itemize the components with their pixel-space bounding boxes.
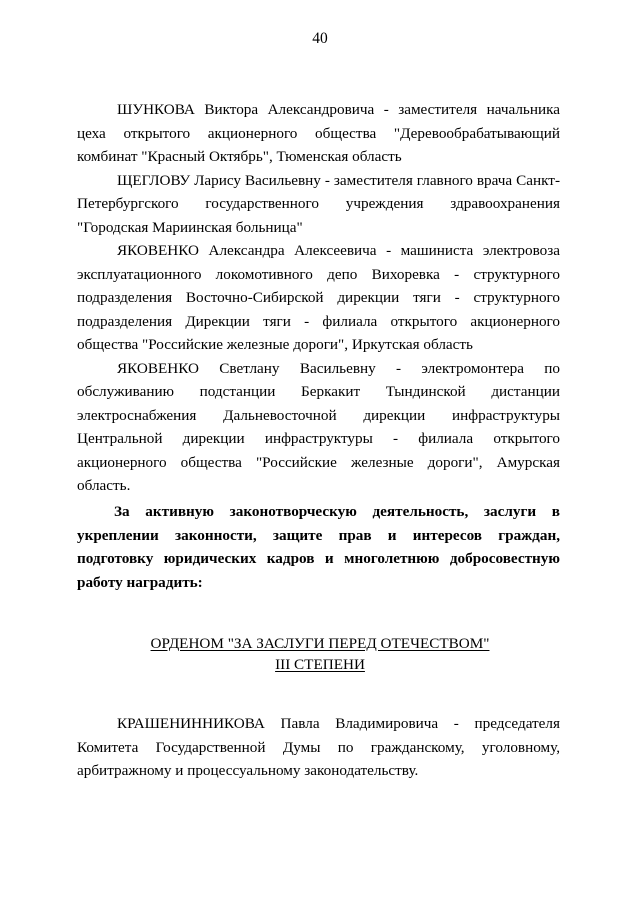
page-number: 40 — [312, 30, 328, 47]
entry-shcheglova: ЩЕГЛОВУ Ларису Васильевну - заместителя главного врача Санкт-Петербургского государственного учреждения здравоохранения "Городская Мариинская больница" — [77, 171, 560, 236]
award-entries — [77, 98, 560, 498]
order-title — [0, 633, 640, 675]
recipient-block — [77, 712, 560, 783]
award-intro-text: За активную законотворческую деятельность, заслуги в укреплении законности, защите прав и интересов граждан, подготовку юридических кадров и многолетнюю добросовестную работу наградить: — [77, 503, 560, 591]
order-title-line1: ОРДЕНОМ "ЗА ЗАСЛУГИ ПЕРЕД ОТЕЧЕСТВОМ" — [150, 635, 490, 652]
award-intro — [77, 500, 560, 594]
order-title-line2: III СТЕПЕНИ — [275, 656, 365, 673]
entry-krasheninnikov: КРАШЕНИННИКОВА Павла Владимировича - председателя Комитета Государственной Думы по гражданскому, уголовному, арбитражному и процессуальному законодательству. — [77, 715, 560, 779]
entry-shunkov: ШУНКОВА Виктора Александровича - заместителя начальника цеха открытого акционерного общества "Деревообрабатывающий комбинат "Красный Октябрь", Тюменская область — [77, 101, 560, 165]
entry-yakovenko-a: ЯКОВЕНКО Александра Алексеевича - машиниста электровоза эксплуатационного локомотивного депо Вихоревка - структурного подразделения Восточно-Сибирской дирекции тяги - структурного подразделения Дирекции тяги - филиала открытого акционерного общества "Российские железные дороги", Иркутская область — [77, 242, 560, 353]
entry-yakovenko-s: ЯКОВЕНКО Светлану Васильевну - электромонтера по обслуживанию подстанции Беркакит Тындинской дистанции электроснабжения Дальневосточной дирекции инфраструктуры Центральной дирекции инфраструктуры - филиала открытого акционерного общества "Российские железные дороги", Амурская область. — [77, 359, 560, 494]
